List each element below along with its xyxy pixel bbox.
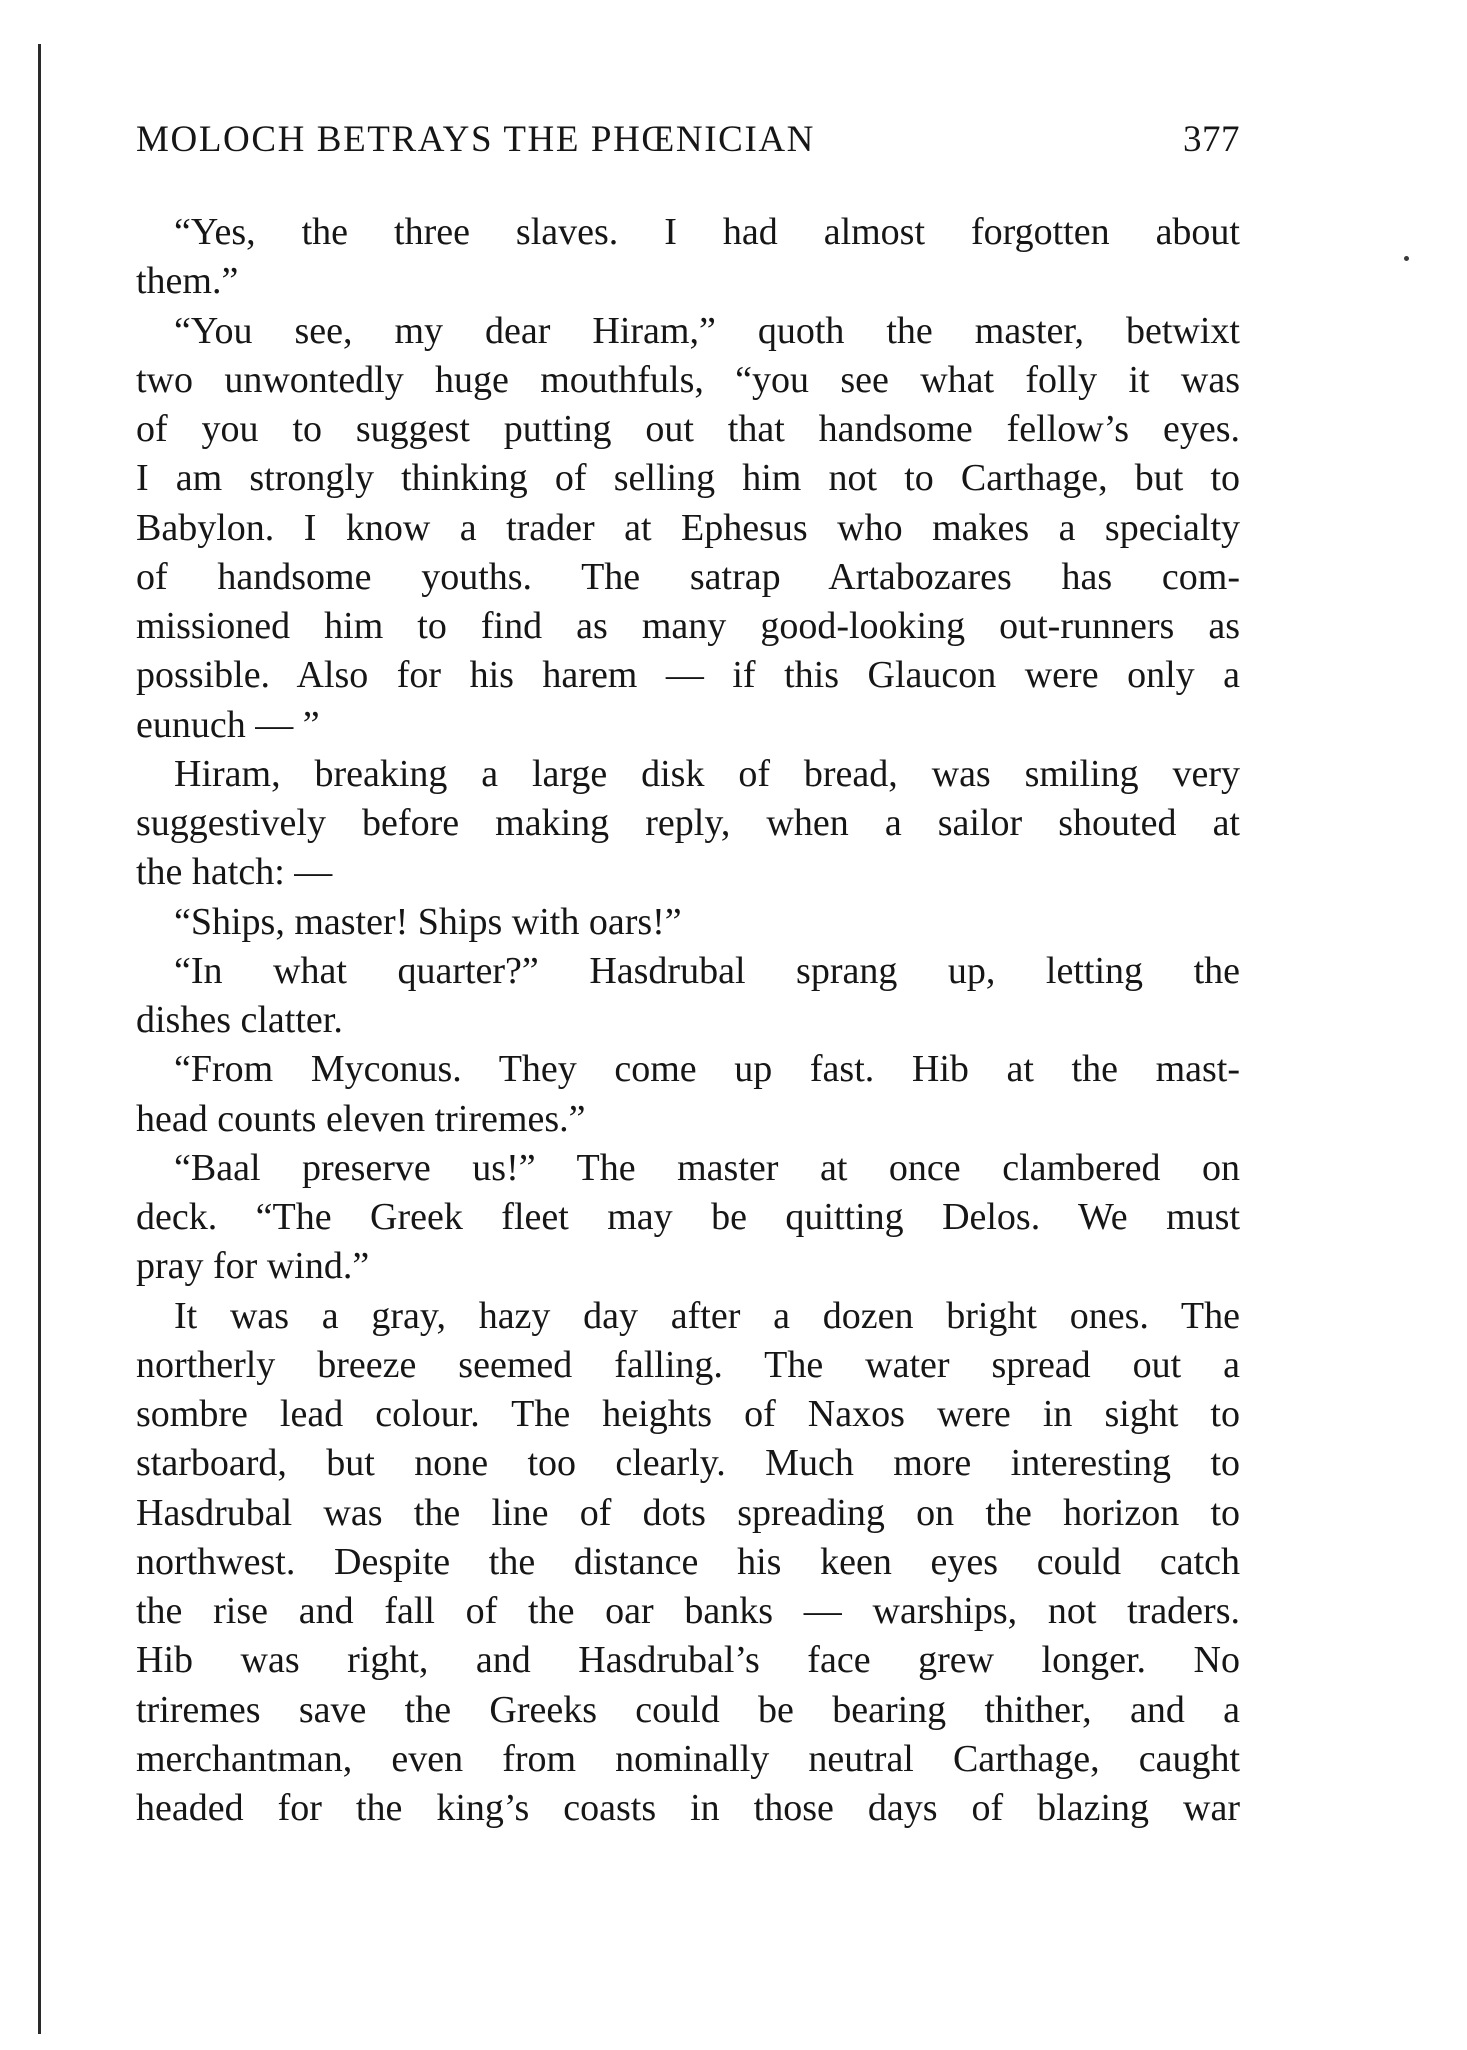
text-line: Hib was right, and Hasdrubal’s face grew longer. No — [136, 1639, 1240, 1682]
paper-speck — [1404, 256, 1409, 261]
text-line: northerly breeze seemed falling. The water spread out a — [136, 1343, 1240, 1386]
text-line: of handsome youths. The satrap Artabozares has com- — [136, 555, 1240, 598]
text-line: missioned him to find as many good-looking out-runners as — [136, 605, 1240, 647]
running-head — [136, 118, 1240, 170]
text-line: starboard, but none too clearly. Much more interesting to — [136, 1442, 1240, 1485]
text-line: two unwontedly huge mouthfuls, “you see what folly it was — [136, 358, 1240, 401]
text-line: “In what quarter?” Hasdrubal sprang up, letting the — [174, 949, 1240, 992]
text-line: eunuch — ” — [136, 703, 320, 746]
text-line: dishes clatter. — [136, 999, 343, 1041]
text-line: the rise and fall of the oar banks — warships, not traders. — [136, 1590, 1240, 1632]
text-line: sombre lead colour. The heights of Naxos were in sight to — [136, 1393, 1240, 1435]
text-line: headed for the king’s coasts in those days of blazing war — [136, 1787, 1240, 1829]
text-line: triremes save the Greeks could be bearing thither, and a — [136, 1688, 1240, 1731]
text-line: It was a gray, hazy day after a dozen bright ones. The — [174, 1294, 1240, 1337]
text-line: “Baal preserve us!” The master at once clambered on — [174, 1146, 1240, 1189]
text-line: deck. “The Greek fleet may be quitting Delos. We must — [136, 1196, 1240, 1238]
text-line: Hasdrubal was the line of dots spreading on the horizon to — [136, 1491, 1240, 1534]
text-line: the hatch: — — [136, 851, 333, 894]
text-line: “Ships, master! Ships with oars!” — [174, 900, 682, 943]
page-number: 377 — [1183, 119, 1240, 160]
text-line: Hiram, breaking a large disk of bread, was smiling very — [174, 752, 1240, 795]
binding-edge — [38, 44, 41, 2034]
text-line: Babylon. I know a trader at Ephesus who makes a specialty — [136, 506, 1240, 549]
text-line: merchantman, even from nominally neutral Carthage, caught — [136, 1737, 1240, 1780]
chapter-title: MOLOCH BETRAYS THE PHŒNICIAN — [136, 119, 816, 160]
body-text — [136, 208, 1240, 1833]
text-line: I am strongly thinking of selling him not to Carthage, but to — [136, 457, 1240, 500]
text-line: pray for wind.” — [136, 1245, 370, 1288]
text-line: suggestively before making reply, when a sailor shouted at — [136, 802, 1240, 844]
text-line: “From Myconus. They come up fast. Hib at the mast- — [174, 1048, 1240, 1091]
text-line: of you to suggest putting out that handsome fellow’s eyes. — [136, 408, 1240, 450]
text-line: them.” — [136, 260, 239, 303]
text-line: possible. Also for his harem — if this Glaucon were only a — [136, 654, 1240, 697]
text-line: “You see, my dear Hiram,” quoth the master, betwixt — [174, 309, 1240, 352]
text-line: northwest. Despite the distance his keen eyes could catch — [136, 1540, 1240, 1583]
text-line: head counts eleven triremes.” — [136, 1097, 586, 1140]
text-line: “Yes, the three slaves. I had almost forgotten about — [174, 211, 1240, 253]
